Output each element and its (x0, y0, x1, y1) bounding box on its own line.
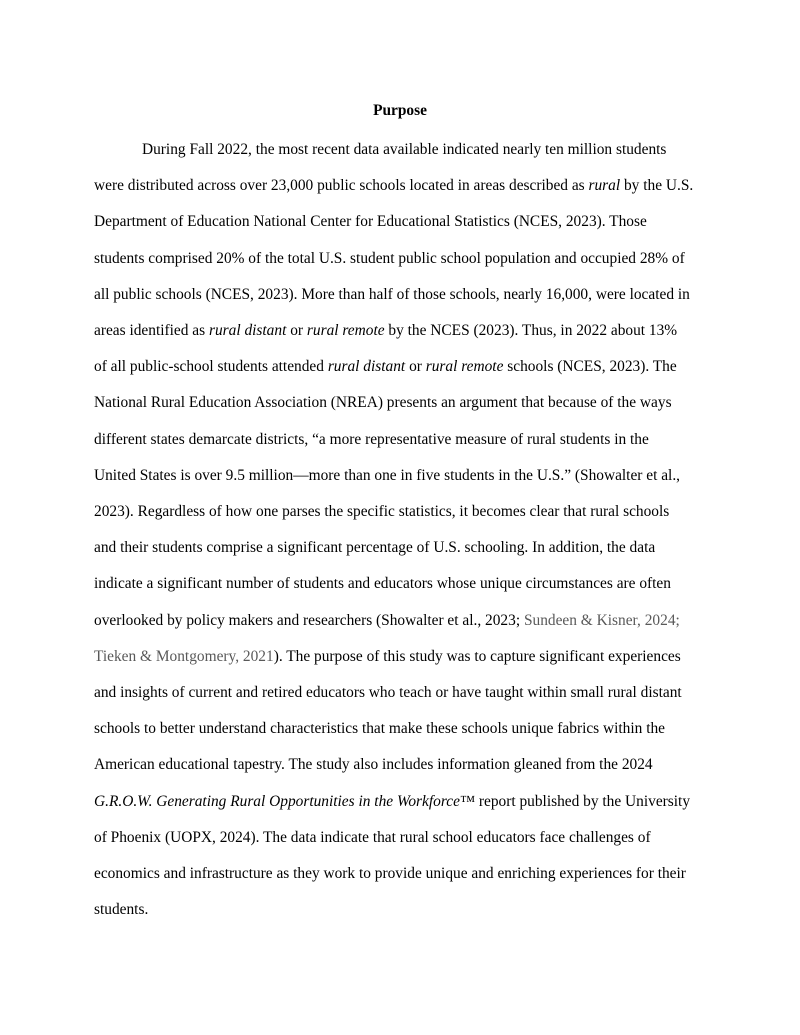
text-line (94, 538, 655, 558)
text-run: and their students comprise a significant percentage of U.S. schooling. In addition, the data (94, 539, 656, 556)
citation-text: Sundeen & Kisner, 2024; (523, 612, 680, 629)
text-line (142, 140, 666, 160)
italic-term: rural remote (306, 322, 385, 339)
text-line (94, 900, 148, 920)
text-line (94, 212, 647, 232)
italic-term: rural remote (425, 358, 504, 375)
text-line (94, 574, 671, 594)
text-line (94, 502, 669, 522)
text-line (94, 357, 677, 377)
text-line (94, 864, 686, 884)
text-line (94, 176, 693, 196)
italic-term: rural distant (208, 322, 287, 339)
text-line (94, 792, 690, 812)
text-line (94, 611, 680, 631)
text-line (94, 321, 677, 341)
text-run: and insights of current and retired educators who teach or have taught within small rural distant (94, 684, 682, 701)
italic-term: rural (588, 177, 621, 194)
text-run: students comprised 20% of the total U.S. student public school population and occupied 28% of (94, 250, 685, 267)
text-run: all public schools (NCES, 2023). More than half of those schools, nearly 16,000, were located in (94, 286, 690, 303)
text-line (94, 755, 653, 775)
text-run: Department of Education National Center for Educational Statistics (NCES, 2023). Those (94, 213, 647, 230)
text-run: United States is over 9.5 million—more than one in five students in the U.S.” (Showalter et al., (94, 467, 681, 484)
text-run: of all public-school students attended (94, 358, 328, 375)
text-run: students. (94, 901, 149, 918)
text-run: National Rural Education Association (NREA) presents an argument that because of the ways (94, 394, 672, 411)
text-run: During Fall 2022, the most recent data available indicated nearly ten million students (142, 141, 667, 158)
text-run: or (405, 358, 426, 375)
text-run: areas identified as (94, 322, 209, 339)
text-line (94, 285, 690, 305)
text-line (94, 647, 681, 667)
text-line (94, 466, 680, 486)
text-run: 2023). Regardless of how one parses the specific statistics, it becomes clear that rural schools (94, 503, 670, 520)
text-run: by the NCES (2023). Thus, in 2022 about 13% (384, 322, 678, 339)
text-run: or (286, 322, 307, 339)
text-run: indicate a significant number of students and educators whose unique circumstances are often (94, 575, 671, 592)
text-run: different states demarcate districts, “a more representative measure of rural students in the (94, 431, 649, 448)
text-line (94, 719, 665, 739)
text-run: ). The purpose of this study was to capture significant experiences (273, 648, 681, 665)
section-heading: Purpose (373, 102, 427, 119)
citation-text: Tieken & Montgomery, 2021 (94, 648, 274, 665)
italic-term: rural distant (327, 358, 406, 375)
text-run: American educational tapestry. The study also includes information gleaned from the 2024 (94, 756, 653, 773)
italic-term: G.R.O.W. Generating Rural Opportunities in the Workforce (94, 793, 460, 810)
text-line (94, 249, 685, 269)
text-run: economics and infrastructure as they work to provide unique and enriching experiences for their (94, 865, 686, 882)
text-line (94, 683, 682, 703)
text-run: schools (NCES, 2023). The (503, 358, 677, 375)
text-run: by the U.S. (620, 177, 694, 194)
text-line (94, 430, 649, 450)
text-run: were distributed across over 23,000 public schools located in areas described as (94, 177, 589, 194)
text-run: schools to better understand characteristics that make these schools unique fabrics within the (94, 720, 665, 737)
text-run: overlooked by policy makers and researchers (Showalter et al., 2023; (94, 612, 524, 629)
text-line (94, 393, 672, 413)
text-run: of Phoenix (UOPX, 2024). The data indicate that rural school educators face challenges of (94, 829, 651, 846)
text-run: ™ report published by the University (459, 793, 691, 810)
text-line (94, 828, 651, 848)
